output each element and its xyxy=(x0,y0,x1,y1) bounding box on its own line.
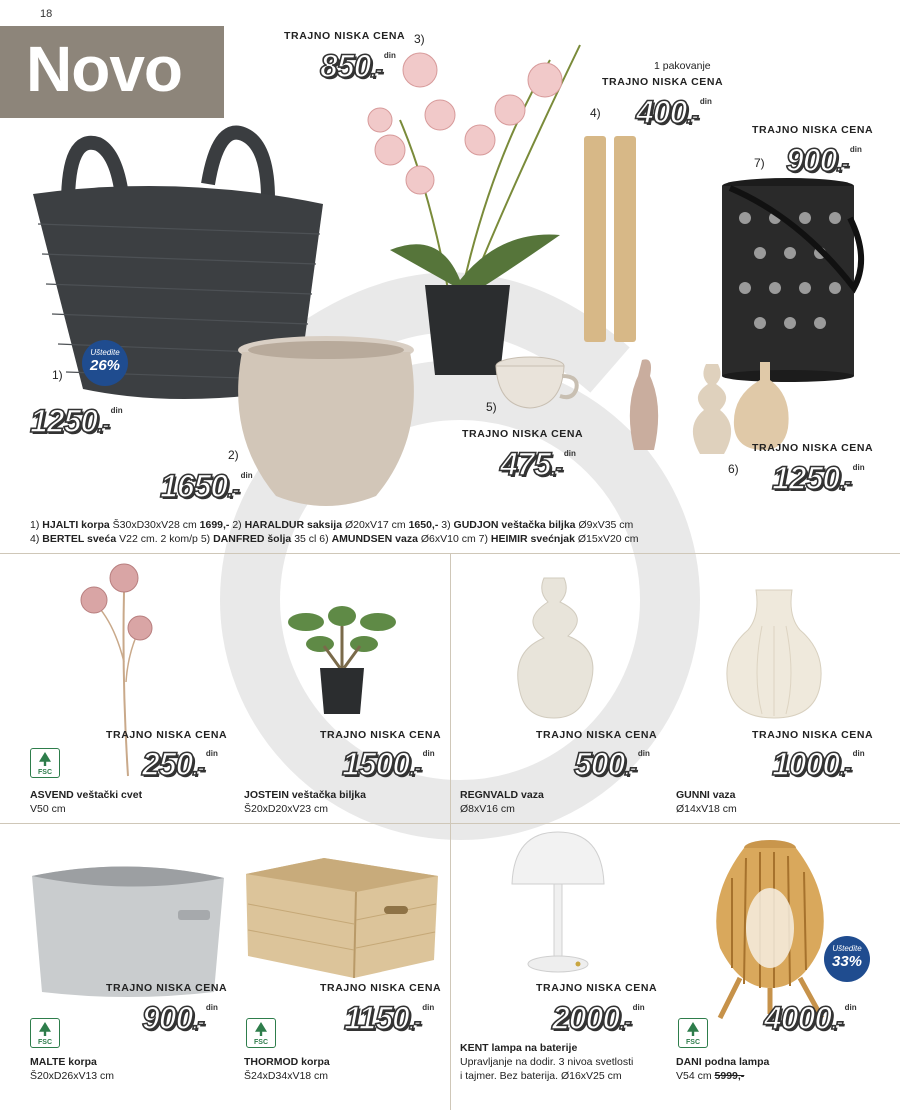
price-value: 475 xyxy=(500,446,551,482)
price-4: 400.- din xyxy=(636,94,712,130)
price-tag-malte: TRAJNO NISKA CENA xyxy=(106,982,228,994)
item-number-4: 4) xyxy=(590,106,601,120)
product-spec-jostein: Š20xD20xV23 cm xyxy=(244,803,329,815)
caption-line-1 xyxy=(30,518,890,532)
price-gunni: 1000.- din xyxy=(772,746,865,782)
price-1: 1250.- din xyxy=(30,403,123,439)
price-value: 2000 xyxy=(552,1000,620,1036)
candle-left xyxy=(584,136,606,342)
currency-label: din xyxy=(422,749,435,758)
savings-badge-1 xyxy=(82,340,128,386)
product-name-asvend: ASVEND veštački cvet xyxy=(30,789,143,801)
price-tag-3: TRAJNO NISKA CENA xyxy=(284,30,406,42)
tree-icon xyxy=(687,1022,699,1036)
price-value: 1250 xyxy=(772,460,840,496)
top-caption xyxy=(30,518,890,546)
price-value: 900 xyxy=(142,1000,193,1036)
price-value: 4000 xyxy=(764,1000,832,1036)
price-thormod: 1150.- din xyxy=(344,1000,435,1036)
price-value: 850 xyxy=(320,48,371,84)
regnvald-vase-image xyxy=(508,572,608,720)
currency-label: din xyxy=(849,145,862,154)
caption-product: GUDJON xyxy=(453,519,499,531)
product-name-malte: MALTE korpa xyxy=(30,1056,97,1068)
product-spec-gunni: Ø14xV18 cm xyxy=(676,803,737,815)
candle-right xyxy=(614,136,636,342)
fsc-label: FSC xyxy=(254,1039,268,1046)
price-value: 1250 xyxy=(30,403,98,439)
price-value: 1650 xyxy=(160,468,228,504)
caption-price: 1699,- xyxy=(199,519,230,531)
currency-label: din xyxy=(205,1003,218,1012)
currency-label: din xyxy=(699,97,712,106)
savings-percent: 26% xyxy=(89,357,121,374)
item-number-2: 2) xyxy=(228,448,239,462)
price-tag-5: TRAJNO NISKA CENA xyxy=(462,428,584,440)
currency-label: din xyxy=(637,749,650,758)
spec-text: V54 cm xyxy=(676,1070,712,1082)
price-value: 400 xyxy=(636,94,687,130)
fsc-logo-dani xyxy=(678,1018,708,1048)
product-spec-dani xyxy=(676,1069,744,1083)
caption-text: Š30xD30xV28 cm xyxy=(109,519,200,531)
caption-text: 35 cl xyxy=(291,533,320,545)
product-name-jostein: JOSTEIN veštačka biljka xyxy=(244,789,366,801)
currency-label: din xyxy=(383,51,396,60)
wooden-crate-image xyxy=(244,856,440,980)
caption-text: 5) xyxy=(200,533,214,545)
caption-price: 1650,- xyxy=(408,519,439,531)
caption-text: 3) xyxy=(438,519,454,531)
price-6: 1250.- din xyxy=(772,460,865,496)
price-tag-6: TRAJNO NISKA CENA xyxy=(752,442,874,454)
fsc-label: FSC xyxy=(686,1039,700,1046)
price-value: 1500 xyxy=(342,746,410,782)
divider-vertical xyxy=(450,553,451,1110)
old-price: 5999,- xyxy=(714,1070,745,1082)
product-name-kent: KENT lampa na baterije xyxy=(460,1042,578,1054)
tree-icon xyxy=(255,1022,267,1036)
product-spec-asvend: V50 cm xyxy=(30,803,66,815)
price-value: 900 xyxy=(786,142,837,178)
caption-text: Ø6xV10 cm xyxy=(417,533,479,545)
product-spec-malte: Š20xD26xV13 cm xyxy=(30,1070,115,1082)
lantern-image xyxy=(720,178,870,382)
currency-label: din xyxy=(110,406,123,415)
banner-title: Novo xyxy=(26,33,182,105)
currency-label: din xyxy=(852,463,865,472)
caption-text: 1) xyxy=(30,519,43,531)
fsc-logo-asvend xyxy=(30,748,60,778)
savings-label: Uštedite xyxy=(90,348,120,357)
item-number-7: 7) xyxy=(754,156,765,170)
caption-text: 2) xyxy=(229,519,245,531)
succulent-image xyxy=(284,596,400,716)
product-spec-thormod: Š24xD34xV18 cm xyxy=(244,1070,329,1082)
currency-label: din xyxy=(632,1003,645,1012)
price-tag-4: TRAJNO NISKA CENA xyxy=(602,76,724,88)
price-tag-gunni: TRAJNO NISKA CENA xyxy=(752,729,874,741)
caption-product: BERTEL sveća xyxy=(42,533,117,545)
item-number-6: 6) xyxy=(728,462,739,476)
tree-icon xyxy=(39,1022,51,1036)
caption-product: veštačka biljka xyxy=(498,519,576,531)
caption-text: 4) xyxy=(30,533,43,545)
price-value: 250 xyxy=(142,746,193,782)
caption-line-2 xyxy=(30,532,890,546)
price-2: 1650.- din xyxy=(160,468,253,504)
novo-banner xyxy=(0,26,224,118)
pack-note: 1 pakovanje xyxy=(654,60,711,72)
price-3: 850.- din xyxy=(320,48,396,84)
item-number-3: 3) xyxy=(414,32,425,46)
price-regnvald: 500.- din xyxy=(574,746,650,782)
orchid-image xyxy=(360,40,600,380)
cup-image xyxy=(494,356,580,412)
price-dani: 4000.- din xyxy=(764,1000,857,1036)
gunni-vase-image xyxy=(722,586,826,720)
product-name-regnvald: REGNVALD vaza xyxy=(460,789,544,801)
caption-text: V22 cm. 2 kom/p xyxy=(116,533,201,545)
price-value: 1000 xyxy=(772,746,840,782)
page-number: 18 xyxy=(40,8,53,20)
price-asvend: 250.- din xyxy=(142,746,218,782)
caption-text: 7) xyxy=(478,533,491,545)
savings-badge-dani xyxy=(824,936,870,982)
product-spec-regnvald: Ø8xV16 cm xyxy=(460,803,515,815)
caption-product: HJALTI korpa xyxy=(42,519,110,531)
currency-label: din xyxy=(563,449,576,458)
currency-label: din xyxy=(205,749,218,758)
caption-product: DANFRED šolja xyxy=(213,533,292,545)
product-spec-kent-1: Upravljanje na dodir. 3 nivoa svetlosti xyxy=(460,1056,634,1068)
caption-text: Ø20xV17 cm xyxy=(342,519,409,531)
fsc-logo-thormod xyxy=(246,1018,276,1048)
price-tag-asvend: TRAJNO NISKA CENA xyxy=(106,729,228,741)
fsc-label: FSC xyxy=(38,1039,52,1046)
price-value: 500 xyxy=(574,746,625,782)
item-number-1: 1) xyxy=(52,368,63,382)
price-tag-jostein: TRAJNO NISKA CENA xyxy=(320,729,442,741)
price-tag-7: TRAJNO NISKA CENA xyxy=(752,124,874,136)
caption-text: 6) xyxy=(319,533,332,545)
fsc-logo-malte xyxy=(30,1018,60,1048)
savings-percent: 33% xyxy=(831,953,863,970)
currency-label: din xyxy=(422,1003,435,1012)
product-spec-kent-2: i tajmer. Bez baterija. Ø16xV25 cm xyxy=(460,1070,622,1082)
price-5: 475.- din xyxy=(500,446,576,482)
price-7: 900.- din xyxy=(786,142,862,178)
price-tag-regnvald: TRAJNO NISKA CENA xyxy=(536,729,658,741)
caption-product: HEIMIR svećnjak xyxy=(490,533,575,545)
item-number-5: 5) xyxy=(486,400,497,414)
product-name-thormod: THORMOD korpa xyxy=(244,1056,330,1068)
price-kent: 2000.- din xyxy=(552,1000,645,1036)
currency-label: din xyxy=(844,1003,857,1012)
caption-text: Ø15xV20 cm xyxy=(574,533,639,545)
caption-product: AMUNDSEN vaza xyxy=(331,533,418,545)
price-malte: 900.- din xyxy=(142,1000,218,1036)
tree-icon xyxy=(39,752,51,766)
price-jostein: 1500.- din xyxy=(342,746,435,782)
product-name-gunni: GUNNI vaza xyxy=(676,789,736,801)
currency-label: din xyxy=(240,471,253,480)
price-tag-kent: TRAJNO NISKA CENA xyxy=(536,982,658,994)
fabric-basket-image xyxy=(28,856,228,998)
price-value: 1150 xyxy=(344,1000,409,1036)
currency-label: din xyxy=(852,749,865,758)
floor-lamp-image xyxy=(710,838,834,1020)
table-lamp-image xyxy=(508,830,608,978)
price-tag-thormod: TRAJNO NISKA CENA xyxy=(320,982,442,994)
savings-label: Uštedite xyxy=(832,944,862,953)
fsc-label: FSC xyxy=(38,769,52,776)
caption-text: Ø9xV35 cm xyxy=(575,519,634,531)
product-name-dani: DANI podna lampa xyxy=(676,1056,770,1068)
caption-product: HARALDUR saksija xyxy=(244,519,343,531)
